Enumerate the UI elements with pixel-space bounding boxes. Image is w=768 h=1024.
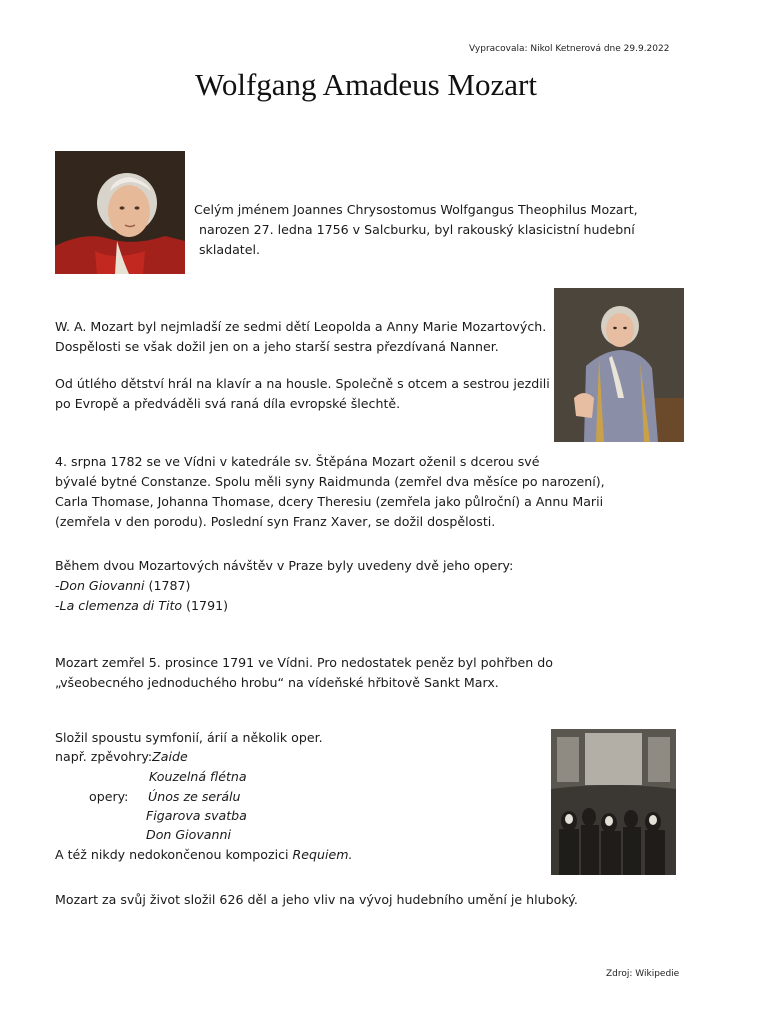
family-line-1: W. A. Mozart byl nejmladší ze sedmi dětí Leopolda a Anny Marie Mozartových. xyxy=(55,319,547,334)
portrait-adult-mozart-image xyxy=(55,151,185,274)
intro-line-1: Celým jménem Joannes Chrysostomus Wolfgangus Theophilus Mozart, xyxy=(194,202,638,217)
works-opera-2-text: Figarova svatba xyxy=(146,808,247,823)
marriage-line-3: Carla Thomase, Johanna Thomase, dcery Theresiu (zemřela jako půlroční) a Annu Marii xyxy=(55,494,604,509)
prague-opera-2 xyxy=(55,596,513,616)
prague-opera-1 xyxy=(55,576,513,596)
death-line-2: „všeobecného jednoduchého hrobu“ na vídeňské hřbitově Sankt Marx. xyxy=(55,675,499,690)
works-opera-1-text: Únos ze serálu xyxy=(148,789,241,804)
author-note: Vypracovala: Nikol Ketnerová dne 29.9.2022 xyxy=(469,44,670,54)
works-singspiel-1: Zaide xyxy=(152,749,188,764)
prague-opera-2-name: La clemenza di Tito xyxy=(59,598,183,613)
works-singspiel-2-text: Kouzelná flétna xyxy=(149,769,247,784)
works-opera-1 xyxy=(148,787,241,807)
works-requiem-prefix: A též nikdy nedokončenou kompozici xyxy=(55,847,293,862)
marriage-paragraph xyxy=(55,452,605,532)
summary-paragraph: Mozart za svůj život složil 626 děl a jeho vliv na vývoj hudebního umění je hluboký. xyxy=(55,892,578,907)
marriage-line-1: 4. srpna 1782 se ve Vídni v katedrále sv. Štěpána Mozart oženil s dcerou své xyxy=(55,454,540,469)
works-opera-3-text: Don Giovanni xyxy=(146,827,231,842)
works-singspiel-row xyxy=(55,747,188,767)
works-opera-label: opery: xyxy=(89,789,129,804)
childhood-paragraph xyxy=(55,374,550,414)
prague-opera-1-name: Don Giovanni xyxy=(59,578,145,593)
childhood-line-1: Od útlého dětství hrál na klavír a na housle. Společně s otcem a sestrou jezdili xyxy=(55,376,550,391)
portrait-young-mozart-image xyxy=(554,288,684,442)
works-intro: Složil spoustu symfonií, árií a několik oper. xyxy=(55,730,323,745)
death-line-1: Mozart zemřel 5. prosince 1791 ve Vídni. Pro nedostatek peněz byl pohřben do xyxy=(55,655,553,670)
source-note: Zdroj: Wikipedie xyxy=(606,969,680,979)
marriage-line-2: bývalé bytné Constanze. Spolu měli syny Raidmunda (zemřel dva měsíce po narození), xyxy=(55,474,605,489)
prague-opera-1-year: (1787) xyxy=(144,578,191,593)
works-opera-2 xyxy=(146,806,247,826)
intro-line-2: narozen 27. ledna 1756 v Salcburku, byl rakouský klasicistní hudební xyxy=(199,222,635,237)
prague-opera-2-prefix: - xyxy=(55,598,60,613)
family-paragraph xyxy=(55,317,546,357)
marriage-line-4: (zemřela v den porodu). Poslední syn Franz Xaver, se dožil dospělosti. xyxy=(55,514,496,529)
childhood-line-2: po Evropě a předváděli svá raná díla evropské šlechtě. xyxy=(55,396,401,411)
intro-paragraph xyxy=(194,200,638,260)
opera-engraving-image xyxy=(551,729,676,875)
family-line-2: Dospělosti se však dožil jen on a jeho starší sestra přezdívaná Nanner. xyxy=(55,339,499,354)
works-singspiel-label: např. zpěvohry: xyxy=(55,749,153,764)
page-title: Wolfgang Amadeus Mozart xyxy=(195,67,537,102)
works-requiem-row xyxy=(55,845,353,865)
prague-paragraph xyxy=(55,556,513,616)
works-opera-3 xyxy=(146,825,231,845)
works-singspiel-2 xyxy=(149,767,247,787)
prague-intro: Během dvou Mozartových návštěv v Praze byly uvedeny dvě jeho opery: xyxy=(55,558,514,573)
works-requiem-name: Requiem. xyxy=(292,847,353,862)
intro-line-3: skladatel. xyxy=(199,242,260,257)
death-paragraph xyxy=(55,653,553,693)
prague-opera-1-prefix: - xyxy=(55,578,60,593)
prague-opera-2-year: (1791) xyxy=(182,598,229,613)
